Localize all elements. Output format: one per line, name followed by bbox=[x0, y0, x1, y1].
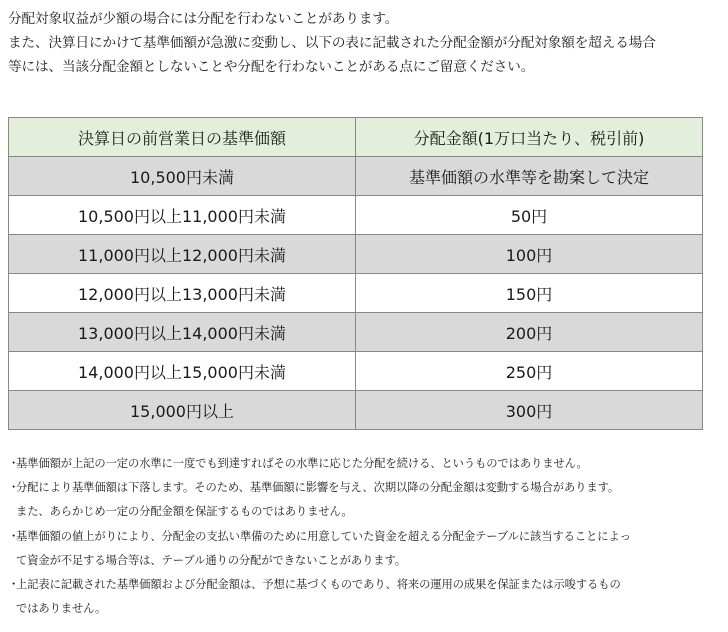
cell-price: 10,500円未満 bbox=[9, 157, 356, 196]
cell-price: 14,000円以上15,000円未満 bbox=[9, 352, 356, 391]
note-bullet: ・ bbox=[8, 529, 20, 543]
note-text-continued: ではありません。 bbox=[16, 602, 107, 616]
cell-amount: 300円 bbox=[356, 391, 703, 430]
note-item bbox=[8, 573, 723, 621]
table-header-row bbox=[9, 118, 703, 157]
table-row bbox=[9, 235, 703, 274]
note-bullet: ・ bbox=[8, 578, 20, 592]
cell-amount: 150円 bbox=[356, 274, 703, 313]
cell-price: 13,000円以上14,000円未満 bbox=[9, 313, 356, 352]
note-text: 基準価額が上記の一定の水準に一度でも到達すればその水準に応じた分配を続ける、というものではありません。 bbox=[16, 457, 588, 470]
cell-amount: 基準価額の水準等を勘案して決定 bbox=[356, 157, 703, 196]
note-text: 上記表に記載された基準価額および分配金額は、予想に基づくものであり、将来の運用の成果を保証または示唆するもの bbox=[16, 578, 621, 592]
cell-amount: 250円 bbox=[356, 352, 703, 391]
notes-list bbox=[8, 452, 723, 621]
cell-price: 10,500円以上11,000円未満 bbox=[9, 196, 356, 235]
cell-price: 12,000円以上13,000円未満 bbox=[9, 274, 356, 313]
cell-amount: 50円 bbox=[356, 196, 703, 235]
table-row bbox=[9, 157, 703, 196]
cell-price: 15,000円以上 bbox=[9, 391, 356, 430]
note-text: 分配により基準価額は下落します。そのため、基準価額に影響を与え、次期以降の分配金額は変動する場合があります。 bbox=[16, 481, 620, 495]
note-text-continued: また、あらかじめ一定の分配金額を保証するものではありません。 bbox=[16, 505, 353, 519]
note-item bbox=[8, 452, 723, 476]
intro-line: また、決算日にかけて基準価額が急激に変動し、以下の表に記載された分配金額が分配対象額を超える場合 bbox=[8, 35, 656, 51]
intro-text bbox=[8, 7, 723, 79]
header-amount: 分配金額(1万口当たり、税引前) bbox=[356, 118, 703, 157]
cell-price: 11,000円以上12,000円未満 bbox=[9, 235, 356, 274]
header-price: 決算日の前営業日の基準価額 bbox=[9, 118, 356, 157]
note-item bbox=[8, 525, 723, 573]
table-row bbox=[9, 391, 703, 430]
intro-line: 等には、当該分配金額としないことや分配を行わないことがある点にご留意ください。 bbox=[8, 59, 535, 75]
note-text-continued: て資金が不足する場合等は、テーブル通りの分配ができないことがあります。 bbox=[16, 553, 406, 567]
note-bullet: ・ bbox=[8, 481, 20, 495]
cell-amount: 100円 bbox=[356, 235, 703, 274]
table-row bbox=[9, 313, 703, 352]
cell-amount: 200円 bbox=[356, 313, 703, 352]
table-row bbox=[9, 274, 703, 313]
table-row bbox=[9, 352, 703, 391]
note-bullet: ・ bbox=[8, 457, 20, 470]
note-item bbox=[8, 476, 723, 524]
intro-line: 分配対象収益が少額の場合には分配を行わないことがあります。 bbox=[8, 11, 399, 27]
note-text: 基準価額の値上がりにより、分配金の支払い準備のために用意していた資金を超える分配金テーブルに該当することによっ bbox=[16, 529, 631, 543]
table-row bbox=[9, 196, 703, 235]
distribution-table bbox=[8, 117, 703, 430]
